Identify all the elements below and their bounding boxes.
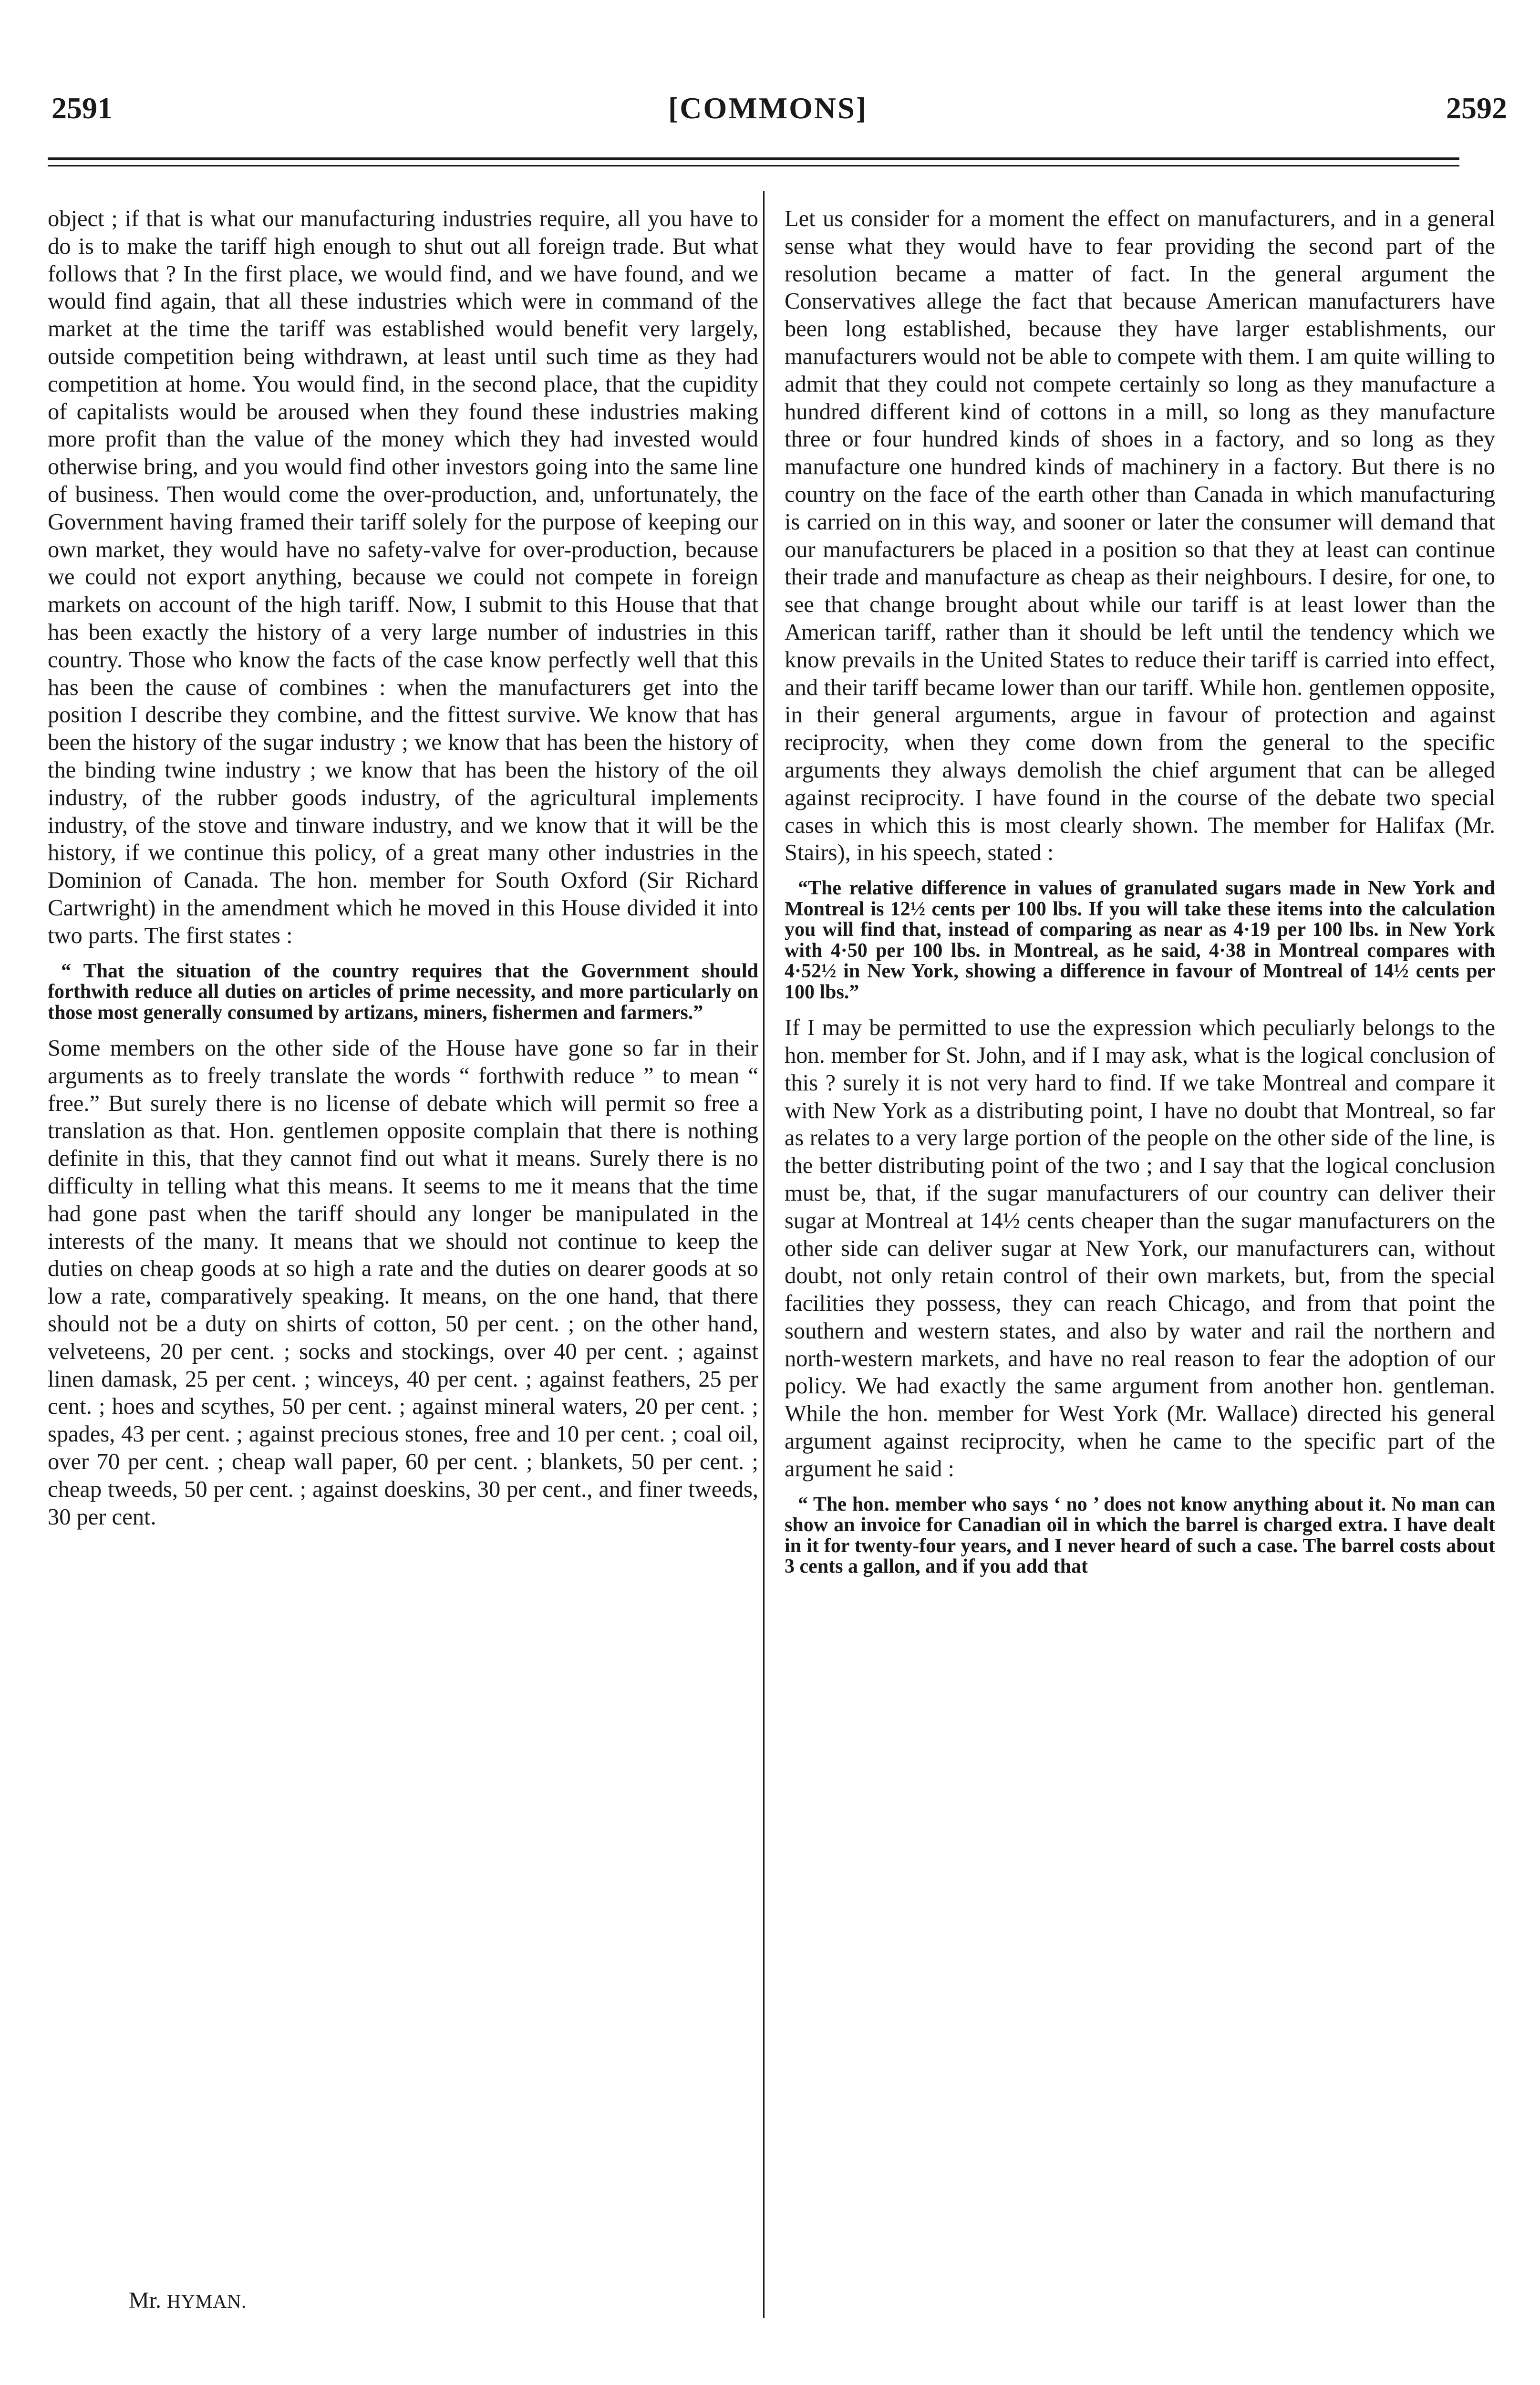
left-column [48,205,758,1534]
running-title: [COMMONS] [668,91,868,125]
speaker-name: HYMAN. [167,2291,247,2312]
left-quote-text: “ That the situation of the country requires that the Government should forthwith reduce all duties on articles of prime necessity, and more particularly on those most generally consumed by artizans, miners, fishermen and farmers.” [48,960,758,1024]
header-rule-thin [48,165,1459,166]
page-header [29,91,1507,143]
right-paragraph-2: If I may be permitted to use the expression which peculiarly belongs to the hon. member for St. John, and if I may ask, what is the logical conclusion of this ? surely it is not very hard to find. If we take Montreal and compare it with New York as a distributing point, I have no doubt that Montreal, so far as relates to a very large portion of the people on the other side of the line, is the better distributing point of the two ; and I say that the logical conclusion must be, that, if the sugar manufacturers of our country can deliver their sugar at Montreal at 14½ cents cheaper than the sugar manufacturers on the other side can deliver sugar at New York, our manufacturers can, without doubt, not only retain control of their own markets, but, from the special facilities they possess, they can reach Chicago, and from that point the southern and western states, and also by water and rail the northern and north-western markets, and have no real reason to fear the adoption of our policy. We had exactly the same argument from another hon. gentleman. While the hon. member for West York (Mr. Wallace) directed his general argument against reciprocity, when he came to the specific part of the argument he said : [785,1015,1495,1482]
right-paragraph-1: Let us consider for a moment the effect on manufacturers, and in a general sense what they would have to fear providing the second part of the resolution became a matter of fact. In the general argument the Conservatives allege the fact that because American manufacturers have been long established, because they have larger establishments, our manufacturers would not be able to compete with them. I am quite willing to admit that they could not compete certainly so long as they manufacture a hundred different kind of cottons in a mill, so long as they manufacture three or four hundred kinds of shoes in a factory, and so long as they manufacture one hundred kinds of machinery in a factory. But there is no country on the face of the earth other than Canada in which manufacturing is carried on in this way, and sooner or later the consumer will demand that our manufacturers be placed in a position so that they at least can continue their trade and manufacture as cheap as their neighbours. I desire, for one, to see that change brought about while our tariff is at least lower than the American tariff, rather than it should be left until the tendency which we know prevails in the United States to reduce their tariff is carried into effect, and their tariff became lower than our tariff. While hon. gentlemen opposite, in their general arguments, argue in favour of protection and against reciprocity, when they come down from the general to the specific arguments they always demolish the chief argument that can be alleged against reciprocity. I have found in the course of the debate two special cases in which this is most clearly shown. The member for Halifax (Mr. Stairs), in his speech, stated : [785,206,1495,866]
speaker-signature [129,2287,247,2313]
right-column [785,205,1495,1589]
left-paragraph-2: Some members on the other side of the House have gone so far in their arguments as to freely translate the words “ forthwith reduce ” to mean “ free.” But surely there is no license of debate which will permit so free a translation as that. Hon. gentlemen opposite complain that there is nothing definite in this, that they cannot find out what it means. Surely there is no difficulty in telling what this means. It seems to me it means that the time had gone past when the tariff should any longer be manipulated in the interests of the many. It means that we should not continue to keep the duties on cheap goods at so high a rate and the duties on dearer goods at so low a rate, comparatively speaking. It means, on the one hand, that there should not be a duty on shirts of cotton, 50 per cent. ; on the other hand, velveteens, 20 per cent. ; socks and stockings, over 40 per cent. ; against linen damask, 25 per cent. ; winceys, 40 per cent. ; against feathers, 25 per cent. ; hoes and scythes, 50 per cent. ; against mineral waters, 20 per cent. ; spades, 43 per cent. ; against precious stones, free and 10 per cent. ; coal oil, over 70 per cent. ; cheap wall paper, 60 per cent. ; blankets, 50 per cent. ; cheap tweeds, 50 per cent. ; against doeskins, 30 per cent., and finer tweeds, 30 per cent. [48,1036,758,1530]
column-divider [763,191,765,2318]
left-paragraph-1: object ; if that is what our manufacturing industries require, all you have to do is to make the tariff high enough to shut out all foreign trade. But what follows that ? In the first place, we would find, and we have found, and we would find again, that all these industries which were in command of the market at the time the tariff was established would benefit very largely, outside competition being withdrawn, at least until such time as they had competition at home. You would find, in the second place, that the cupidity of capitalists would be aroused when they found these industries making more profit than the value of the money which they had invested would otherwise bring, and you would find other investors going into the same line of business. Then would come the over-production, and, unfortunately, the Government having framed their tariff solely for the purpose of keeping our own market, they would have no safety-valve for over-production, because we could not export anything, because we could not compete in foreign markets on account of the high tariff. Now, I submit to this House that that has been exactly the history of a very large number of industries in this country. Those who know the facts of the case know perfectly well that this has been the cause of combines : when the manufacturers get into the position I describe they combine, and the fittest survive. We know that has been the history of the sugar industry ; we know that has been the history of the binding twine industry ; we know that has been the history of the oil industry, of the rubber goods industry, of the agricultural implements industry, of the stove and tinware industry, and we know that it will be the history, if we continue this policy, of a great many other industries in the Dominion of Canada. The hon. member for South Oxford (Sir Richard Cartwright) in the amendment which he moved in this House divided it into two parts. The first states : [48,206,758,948]
speaker-prefix: Mr. [129,2288,167,2313]
right-quote-sugar-text: “The relative difference in values of granulated sugars made in New York and Montreal is 12½ cents per 100 lbs. If you will take these items into the calculation you will find that, instead of comparing as near as 4·19 per 100 lbs. in New York with 4·50 per 100 lbs. in Montreal, as he said, 4·38 in Montreal compares with 4·52½ in New York, showing a difference in favour of Montreal of 14½ cents per 100 lbs.” [785,877,1495,1003]
right-quote-oil [785,1494,1495,1577]
page-number-right: 2592 [1446,91,1507,125]
left-quote-resolution [48,961,758,1024]
header-rule-thick [48,157,1459,160]
right-quote-sugar [785,878,1495,1003]
page-number-left: 2591 [52,91,113,125]
right-quote-oil-text: “ The hon. member who says ‘ no ’ does not know anything about it. No man can show an invoice for Canadian oil in which the barrel is charged extra. I have dealt in it for twenty-four years, and I never heard of such a case. The barrel costs about 3 cents a gallon, and if you add that [785,1493,1495,1578]
